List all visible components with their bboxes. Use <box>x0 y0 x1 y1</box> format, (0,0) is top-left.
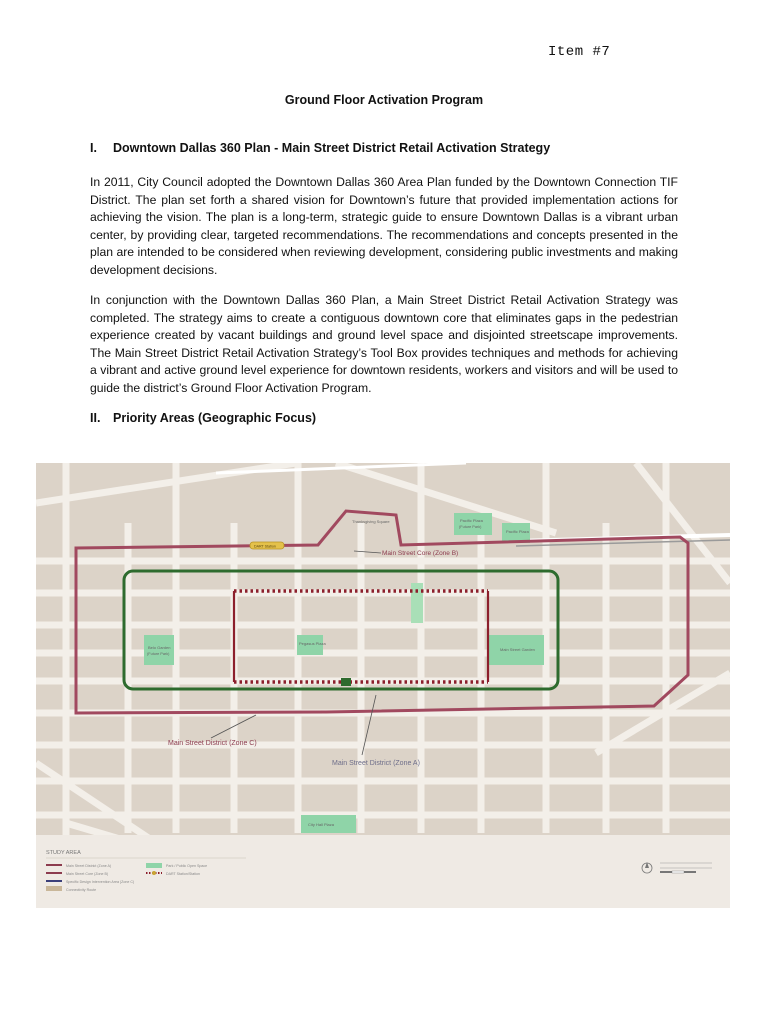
section-1-paragraph-1: In 2011, City Council adopted the Downtown Dallas 360 Area Plan funded by the Downtown Connection TIF District. The plan set forth a shared vision for Downtown’s future that provided implementation actions for achieving the vision. The plan is a long-term, strategic guide to ensure Downtown Dallas is a vibrant urban center, by providing clear, targeted recommendations. The recommendations and concepts presented in the plan are intended to be considered when reviewing development, considering public investments and making development decisions. <box>90 175 678 277</box>
thanksgiving-square-label: Thanksgiving Square <box>352 519 390 524</box>
main-street-garden-label: Main Street Garden <box>500 647 535 652</box>
legend-swatch-park <box>146 863 162 868</box>
city-hall-plaza-label: City Hall Plaza <box>308 822 335 827</box>
legend-swatch-connectivity <box>46 886 62 891</box>
dart-station-label: DART Station <box>254 544 276 549</box>
study-area-label: STUDY AREA <box>46 850 81 856</box>
item-number: Item #7 <box>548 44 611 60</box>
zone-c-label: Main Street District (Zone C) <box>168 740 257 747</box>
section-2-heading <box>90 411 316 425</box>
section-2-heading-text: Priority Areas (Geographic Focus) <box>113 411 317 425</box>
section-1-heading-text: Downtown Dallas 360 Plan - Main Street District Retail Activation Strategy <box>113 141 551 155</box>
legend-label-zone-a: Main Street District (Zone A) <box>66 864 112 868</box>
belo-garden-label: Belo Garden <box>148 645 171 650</box>
section-1-paragraph-2: In conjunction with the Downtown Dallas 360 Plan, a Main Street District Retail Activation Strategy was completed. The strategy aims to create a contiguous downtown core that eliminates gaps in the pedestrian experience created by vacant buildings and ground level space and disjointed streetscape improvements. The Main Street District Retail Activation Strategy’s Tool Box provides techniques and methods for achieving a vibrant and active ground level experience for downtown residents, workers and visitors and will be used to guide the district’s Ground Floor Activation Program. <box>90 293 678 395</box>
legend-label-station: DART Station/Station <box>166 872 201 876</box>
pacific-plaza-park <box>454 513 492 535</box>
section-1-heading <box>90 141 550 155</box>
legend-label-connectivity: Connectivity Route <box>66 888 97 892</box>
scale-bar <box>660 871 672 873</box>
legend-swatch-station <box>152 871 156 875</box>
dart-station-marker-2 <box>341 678 351 686</box>
belo-garden-sub: (Future Park) <box>147 652 170 656</box>
pacific-plaza-sub: (Future Park) <box>459 525 482 529</box>
document-title: Ground Floor Activation Program <box>284 93 484 107</box>
legend-label-zone-c: Specific Design Intervention Area (Zone C) <box>66 880 135 884</box>
pegasus-plaza-label: Pegasus Plaza <box>299 641 326 646</box>
pacific-plaza-2-label: Pacific Plaza <box>506 529 529 534</box>
pacific-plaza-label: Pacific Plaza <box>460 518 483 523</box>
section-2-number: II. <box>90 411 101 425</box>
legend-label-zone-b: Main Street Core (Zone B) <box>66 872 109 876</box>
zone-a-label: Main Street District (Zone A) <box>332 760 420 767</box>
map-svg <box>36 463 730 908</box>
zone-b-label: Main Street Core (Zone B) <box>382 550 459 557</box>
legend-label-park: Park / Public Open Space <box>166 864 208 868</box>
legend-panel <box>36 835 730 908</box>
section-1-number: I. <box>90 141 97 155</box>
priority-areas-map <box>36 463 730 908</box>
median-park <box>411 583 423 623</box>
belo-garden-park <box>144 635 174 665</box>
